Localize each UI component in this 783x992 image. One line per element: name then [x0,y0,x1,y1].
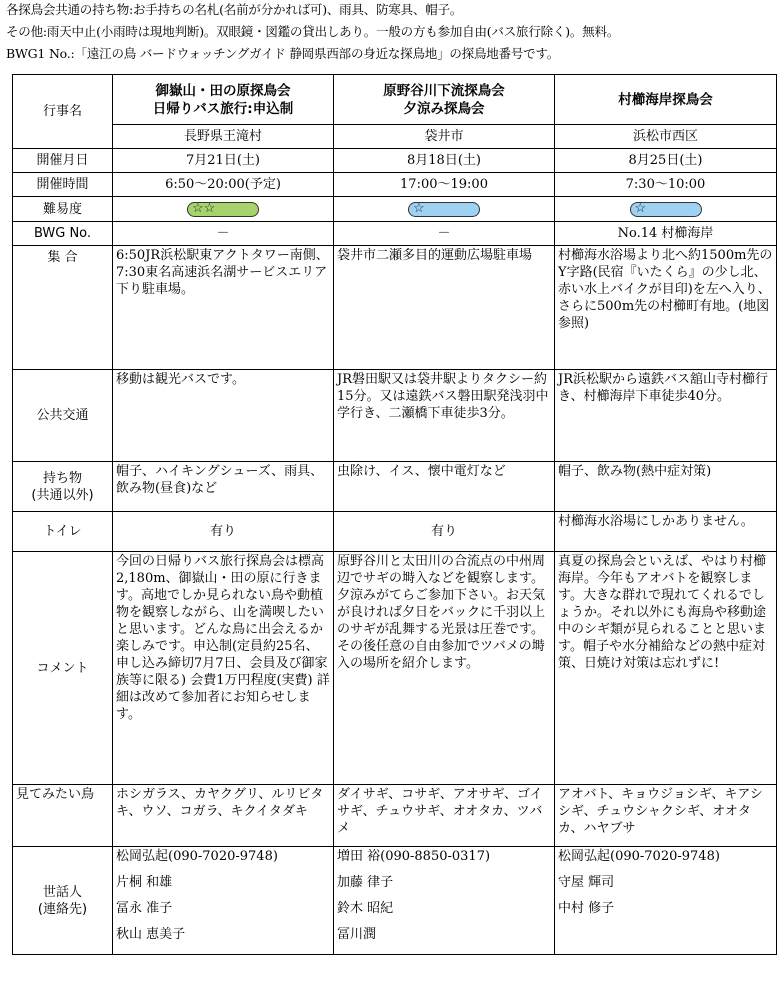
row-time [13,173,777,197]
event-date: 8月25日(土) [555,149,777,173]
label-items [13,462,113,512]
note-common-items: 各探鳥会共通の持ち物:お手持ちの名札(名前が分かれば可)、雨具、防寒具、帽子。 [6,2,463,17]
event-location: 袋井市 [334,125,555,149]
event-title-line1: 原野谷川下流探鳥会 [383,82,505,99]
event-difficulty [113,197,334,222]
event-location: 長野県王滝村 [113,125,334,149]
contact-name: 秋山 恵美子 [116,927,186,942]
event-toilet: 村櫛海水浴場にしかありません。 [555,512,777,552]
label-date: 開催月日 [13,149,113,173]
row-comment [13,552,777,785]
event-comment: 真夏の探鳥会といえば、やはり村櫛海岸。今年もアオバトを観察します。大きな群れで現れてくれるでしょうか。それ以外にも海鳥や移動途中のシギ類が見られることと思います。帽子や水分補給などの熱中症対策、日焼け対策は忘れずに! [555,552,777,785]
label-bwg: BWG No. [13,222,113,246]
row-contact [13,847,777,955]
event-title-line1: 御嶽山・田の原探鳥会 [155,82,291,99]
event-time: 17:00〜19:00 [334,173,555,197]
label-time: 開催時間 [13,173,113,197]
contact-primary: 松岡弘起(090-7020-9748) [558,849,720,864]
event-title-line2: 日帰りバス旅行:申込制 [152,100,294,117]
label-items-line1: 持ち物 [42,470,82,486]
event-birds: ダイサギ、コサギ、アオサギ、ゴイサギ、チュウサギ、オオタカ、ツバメ [334,785,555,847]
event-transport: JR浜松駅から遠鉄バス舘山寺村櫛行き、村櫛海岸下車徒歩40分。 [555,370,777,462]
event-contacts [334,847,555,955]
contact-name: 冨川潤 [337,927,377,942]
difficulty-pill [187,202,259,217]
contact-name: 冨永 准子 [116,901,173,916]
event-toilet: 有り [113,512,334,552]
difficulty-pill [630,202,702,217]
difficulty-stars: ☆ [413,200,425,216]
event-difficulty [334,197,555,222]
row-items [13,462,777,512]
event-title [334,75,555,125]
notes [6,2,776,68]
event-meeting: 村櫛海水浴場より北へ約1500m先のY字路(民宿『いたくら』の少し北、赤い水上バイクが目印)を左へ入り、さらに500m先の村櫛町有地。(地図参照) [555,246,777,370]
events-table [12,74,777,955]
event-bwg: － [113,222,334,246]
label-birds: 見てみたい鳥 [13,785,113,847]
event-comment: 今回の日帰りバス旅行探鳥会は標高2,180m、御嶽山・田の原に行きます。高地でしか見られない鳥や動植物を観察しながら、山を満喫したいと思います。どんな鳥に出会えるか楽しみです。申込制(定員約25名、申し込み締切7月7日、会員及び御家族等に限る) 会費1万円程度(実費) 詳細は改めて参加者にお知らせします。 [113,552,334,785]
event-contacts [113,847,334,955]
event-title [113,75,334,125]
event-comment: 原野谷川と太田川の合流点の中州周辺でサギの塒入などを観察します。夕涼みがてらご参加下さい。お天気が良ければ夕日をバックに千羽以上のサギが乱舞する光景は圧巻です。その後任意の自由参加でツバメの塒入の場所を紹介します。 [334,552,555,785]
event-bwg: No.14 村櫛海岸 [555,222,777,246]
contact-primary: 松岡弘起(090-7020-9748) [116,849,278,864]
label-contact-line1: 世話人 [42,884,82,900]
event-toilet: 有り [334,512,555,552]
difficulty-stars: ☆☆ [192,200,216,216]
event-time: 7:30〜10:00 [555,173,777,197]
event-items: 帽子、飲み物(熱中症対策) [555,462,777,512]
event-title-line2: 夕涼み探鳥会 [403,100,485,117]
label-contact [13,847,113,955]
event-meeting: 6:50JR浜松駅東アクトタワー南側、 7:30東名高速浜名湖サービスエリア下り駐車場。 [113,246,334,370]
row-birds [13,785,777,847]
label-toilet: トイレ [13,512,113,552]
label-event: 行事名 [13,75,113,149]
event-date: 8月18日(土) [334,149,555,173]
event-bwg: － [334,222,555,246]
event-transport: 移動は観光バスです。 [113,370,334,462]
row-difficulty [13,197,777,222]
contact-name: 守屋 輝司 [558,875,615,890]
row-event [13,75,777,125]
row-date [13,149,777,173]
contact-primary: 増田 裕(090-8850-0317) [337,849,491,864]
row-transport [13,370,777,462]
row-location [13,125,777,149]
event-contacts [555,847,777,955]
event-date: 7月21日(土) [113,149,334,173]
event-items: 虫除け、イス、懐中電灯など [334,462,555,512]
label-items-line2: (共通以外) [31,487,94,503]
contact-name: 加藤 律子 [337,875,394,890]
note-other: その他:雨天中止(小雨時は現地判断)。双眼鏡・図鑑の貸出しあり。一般の方も参加自由(バス旅行除く)。無料。 [6,24,620,39]
difficulty-pill [408,202,480,217]
label-transport: 公共交通 [13,370,113,462]
label-difficulty: 難易度 [13,197,113,222]
contact-name: 片桐 和雄 [116,875,173,890]
label-comment: コメント [13,552,113,785]
event-difficulty [555,197,777,222]
contact-name: 鈴木 昭紀 [337,901,394,916]
row-meeting [13,246,777,370]
label-meeting: 集 合 [13,246,113,370]
note-bwg: BWG1 No.:「遠江の鳥 バードウォッチングガイド 静岡県西部の身近な探鳥地」の探鳥地番号です。 [6,46,560,61]
event-items: 帽子、ハイキングシューズ、雨具、飲み物(昼食)など [113,462,334,512]
event-meeting: 袋井市二瀬多目的運動広場駐車場 [334,246,555,370]
event-transport: JR磐田駅又は袋井駅よりタクシー約15分。又は遠鉄バス磐田駅発浅羽中学行き、二瀬橋下車徒歩3分。 [334,370,555,462]
contact-name: 中村 修子 [558,901,615,916]
event-time: 6:50〜20:00(予定) [113,173,334,197]
event-title [555,75,777,125]
row-toilet [13,512,777,552]
event-birds: アオバト、キョウジョシギ、キアシシギ、チュウシャクシギ、オオタカ、ハヤブサ [555,785,777,847]
event-title-line1: 村櫛海岸探鳥会 [618,91,713,108]
label-contact-line2: (連絡先) [37,901,88,917]
event-birds: ホシガラス、カヤクグリ、ルリビタキ、ウソ、コガラ、キクイタダキ [113,785,334,847]
row-bwg [13,222,777,246]
event-location: 浜松市西区 [555,125,777,149]
difficulty-stars: ☆ [634,200,647,216]
